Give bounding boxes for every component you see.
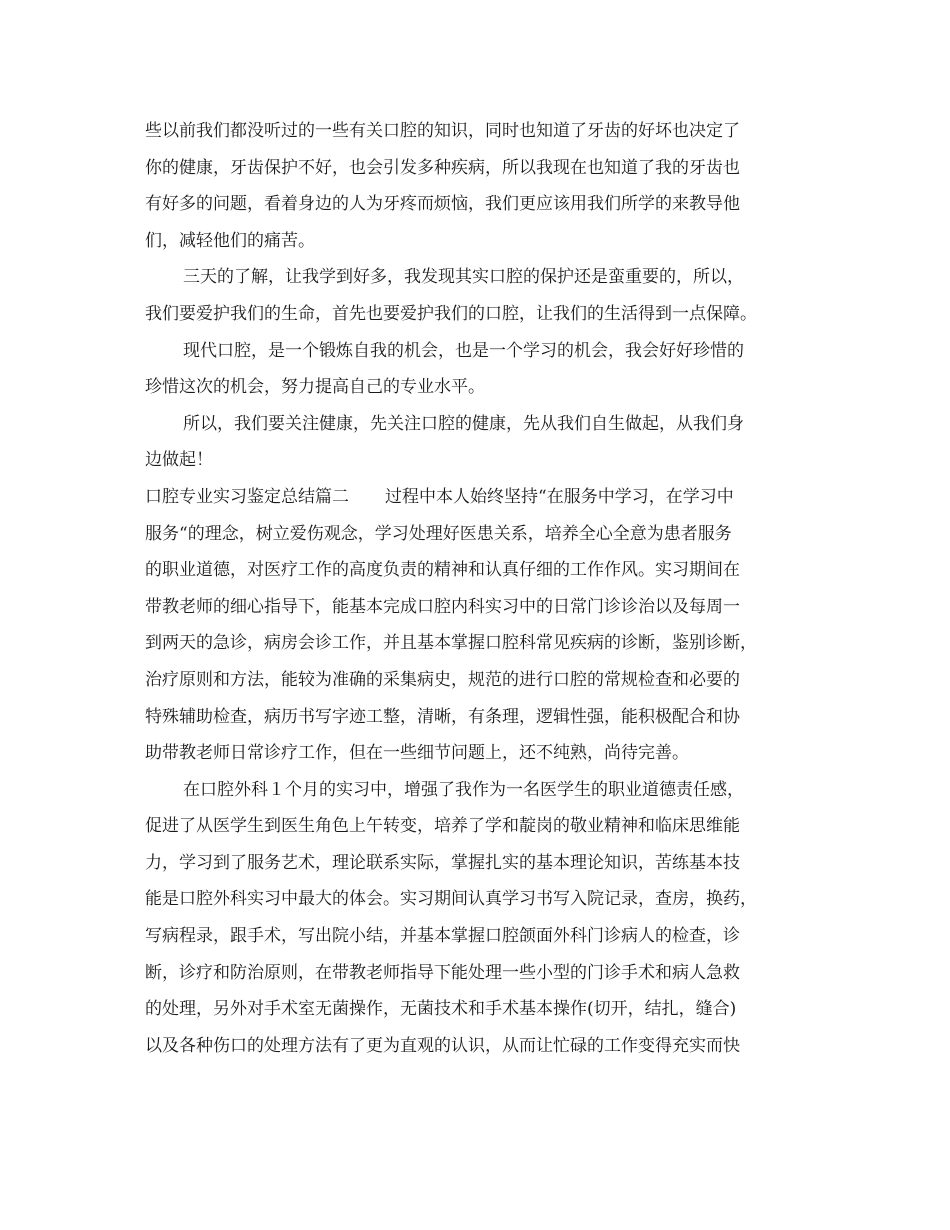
text-line: 到两天的急诊，病房会诊工作，并且基本掌握口腔科常见疾病的诊断，鉴别诊断， (145, 633, 757, 654)
text-line: 能是口腔外科实习中最大的体会。实习期间认真学习书写入院记录，查房，换药， (145, 889, 757, 910)
text-line: 促进了从医学生到医生角色上午转变，培养了学和靛岗的敬业精神和临床思维能 (145, 816, 740, 837)
text-line: 些以前我们都没听过的一些有关口腔的知识，同时也知道了牙齿的好坏也决定了 (145, 121, 740, 141)
text-line: 的处理，另外对手术室无菌操作，无菌技术和手术基本操作(切开，结扎，缝合) (145, 999, 737, 1020)
section-heading-line (145, 479, 805, 516)
text-line: 断，诊疗和防治原则，在带教老师指导下能处理一些小型的门诊手术和病人急救 (145, 962, 740, 983)
text-line: 带教老师的细心指导下，能基本完成口腔内科实习中的日常门诊诊治以及每周一 (145, 596, 740, 617)
text-line: 的职业道德，对医疗工作的高度负责的精神和认真仔细的工作作风。实习期间在 (145, 560, 740, 581)
text-line: 特殊辅助检查，病历书写字迹工整，清晰，有条理，逻辑性强，能积极配合和协 (145, 706, 740, 727)
text-line: 现代口腔，是一个锻炼自我的机会，也是一个学习的机会，我会好好珍惜的 (183, 340, 744, 361)
text-line: 写病程录，跟手术，写出院小结，并基本掌握口腔颌面外科门诊病人的检查，诊 (145, 926, 740, 947)
text-line: 我们要爱护我们的生命，首先也要爱护我们的口腔，让我们的生活得到一点保障。 (145, 303, 757, 324)
text-line: 治疗原则和方法，能较为准确的采集病史，规范的进行口腔的常规检查和必要的 (145, 669, 740, 690)
section-heading: 口腔专业实习鉴定总结篇二 (145, 486, 349, 507)
text-line: 三天的了解，让我学到好多，我发现其实口腔的保护还是蛮重要的，所以， (183, 267, 744, 288)
text-line: 边做起！ (145, 450, 213, 471)
text-line: 们，减轻他们的痛苦。 (145, 230, 315, 251)
text-line: 力，学习到了服务艺术，理论联系实际，掌握扎实的基本理论知识，苦练基本技 (145, 852, 740, 873)
text-line: 在口腔外科１个月的实习中，增强了我作为一名医学生的职业道德责任感， (183, 779, 744, 800)
text-line: 助带教老师日常诊疗工作，但在一些细节问题上，还不纯熟，尚待完善。 (145, 743, 689, 764)
text-line: 所以，我们要关注健康，先关注口腔的健康，先从我们自生做起，从我们身 (183, 413, 744, 434)
text-line: 以及各种伤口的处理方法有了更为直观的认识，从而让忙碌的工作变得充实而快 (145, 1035, 740, 1056)
section-first-line: 过程中本人始终坚持“在服务中学习，在学习中 (385, 486, 734, 507)
text-line: 有好多的问题，看着身边的人为牙疼而烦恼，我们更应该用我们所学的来教导他 (145, 194, 740, 215)
text-line: 珍惜这次的机会，努力提高自己的专业水平。 (145, 377, 485, 398)
document-body (145, 113, 805, 1064)
text-line: 你的健康，牙齿保护不好，也会引发多种疾病，所以我现在也知道了我的牙齿也 (145, 157, 740, 178)
text-line: 服务“的理念，树立爱伤观念，学习处理好医患关系，培养全心全意为患者服务 (145, 523, 732, 544)
